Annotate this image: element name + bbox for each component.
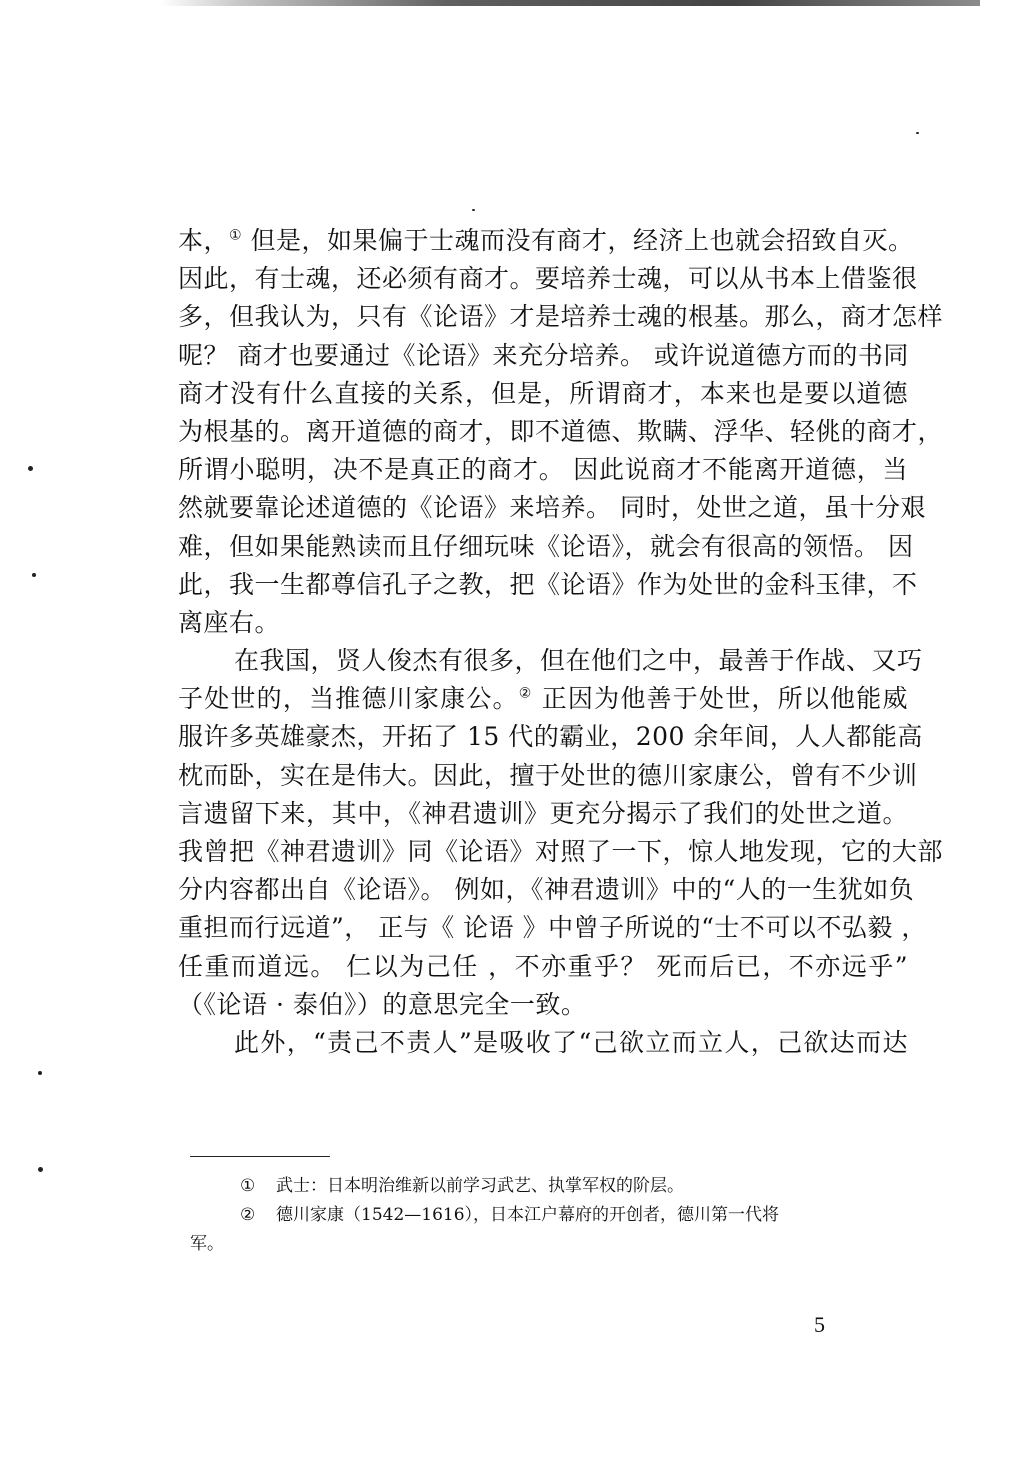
text-line: 此外，“责己不责人”是吸收了“己欲立而立人，己欲达而达 [234,1027,908,1057]
scan-speck [472,209,475,211]
text-line: 重担而行远道”， 正与《 论语 》中曾子所说的“士不可以不弘毅 ， [178,913,927,943]
footnote-mark: ① [240,1176,256,1196]
text-line: 此，我一生都尊信孔子之教，把《论语》作为处世的金科玉律，不 [178,569,918,599]
text-line: 分内容都出自《论语》。 例如，《神君遗训》中的“人的一生犹如负 [178,875,915,905]
page-number: 5 [814,1312,825,1337]
text-line: 多，但我认为，只有《论语》才是培养士魂的根基。那么，商才怎样 [178,302,944,332]
footnote [190,1172,910,1201]
footnote-mark: ② [240,1205,256,1225]
text-line: 呢？ 商才也要通过《论语》来充分培养。 或许说道德方而的书同 [178,340,909,370]
text-line: 因此，有士魂，还必须有商才。要培养士魂，可以从书本上借鉴很 [178,264,918,294]
scan-speck [32,573,36,577]
text-line: 商才没有什么直接的关系，但是，所谓商才，本来也是要以道德 [178,378,908,408]
line-text: 正因为他善于处世，所以他能威 [532,684,908,714]
line-text: 子处世的，当推德川家康公。 [178,684,519,714]
text-line: 枕而卧，实在是伟大。因此，擅于处世的德川家康公，曾有不少训 [178,760,918,790]
text-line: 任重而道远。 仁以为己任 ，不亦重乎？ 死而后已，不亦远乎” [178,951,908,981]
scan-top-edge [160,0,980,6]
text-line: 言遗留下来，其中，《神君遗训》更充分揭示了我们的处世之道。 [178,798,908,828]
line-text: 但是，如果偏于士魂而没有商才，经济上也就会招致自灭。 [242,226,914,255]
scan-speck [38,1071,42,1075]
footnote-text: 军。 [190,1234,224,1254]
line-text: 本， [178,226,230,255]
scan-speck [916,132,919,134]
scan-speck [38,1167,43,1172]
footnote-separator [190,1156,330,1157]
footnote-ref: ① [229,227,243,244]
footnote-text: 德川家康（1542—1616），日本江户幕府的开创者，德川第一代将 [276,1205,780,1225]
footnote-ref: ② [518,685,533,702]
text-line: 难，但如果能熟读而且仔细玩味《论语》，就会有很高的领悟。 因 [178,531,914,561]
main-text [178,222,944,1062]
text-line: 离座右。 [178,607,281,637]
text-line: 在我国，贤人俊杰有很多，但在他们之中，最善于作战、又巧 [234,646,923,676]
text-line: 我曾把《神君遗训》同《论语》对照了一下，惊人地发现，它的大部 [178,837,944,866]
text-line: 所谓小聪明，决不是真正的商才。 因此说商才不能离开道德，当 [178,455,908,485]
text-line [178,222,914,260]
footnote [190,1201,910,1230]
footnote-continuation [190,1230,910,1259]
text-line: 服许多英雄豪杰，开拓了 15 代的霸业，200 余年间，人人都能高 [178,722,923,752]
footnote-text: 武士：日本明治维新以前学习武艺、执掌军权的阶层。 [276,1176,684,1196]
text-line: （《论语 · 泰伯》）的意思完全一致。 [178,989,587,1019]
text-line: 然就要靠论述道德的《论语》来培养。 同时，处世之道，虽十分艰 [178,493,926,523]
text-line: 为根基的。离开道德的商才，即不道德、欺瞒、浮华、轻佻的商才， [178,416,944,446]
text-line [178,680,908,718]
scan-speck [28,466,33,471]
footnotes [190,1172,910,1259]
